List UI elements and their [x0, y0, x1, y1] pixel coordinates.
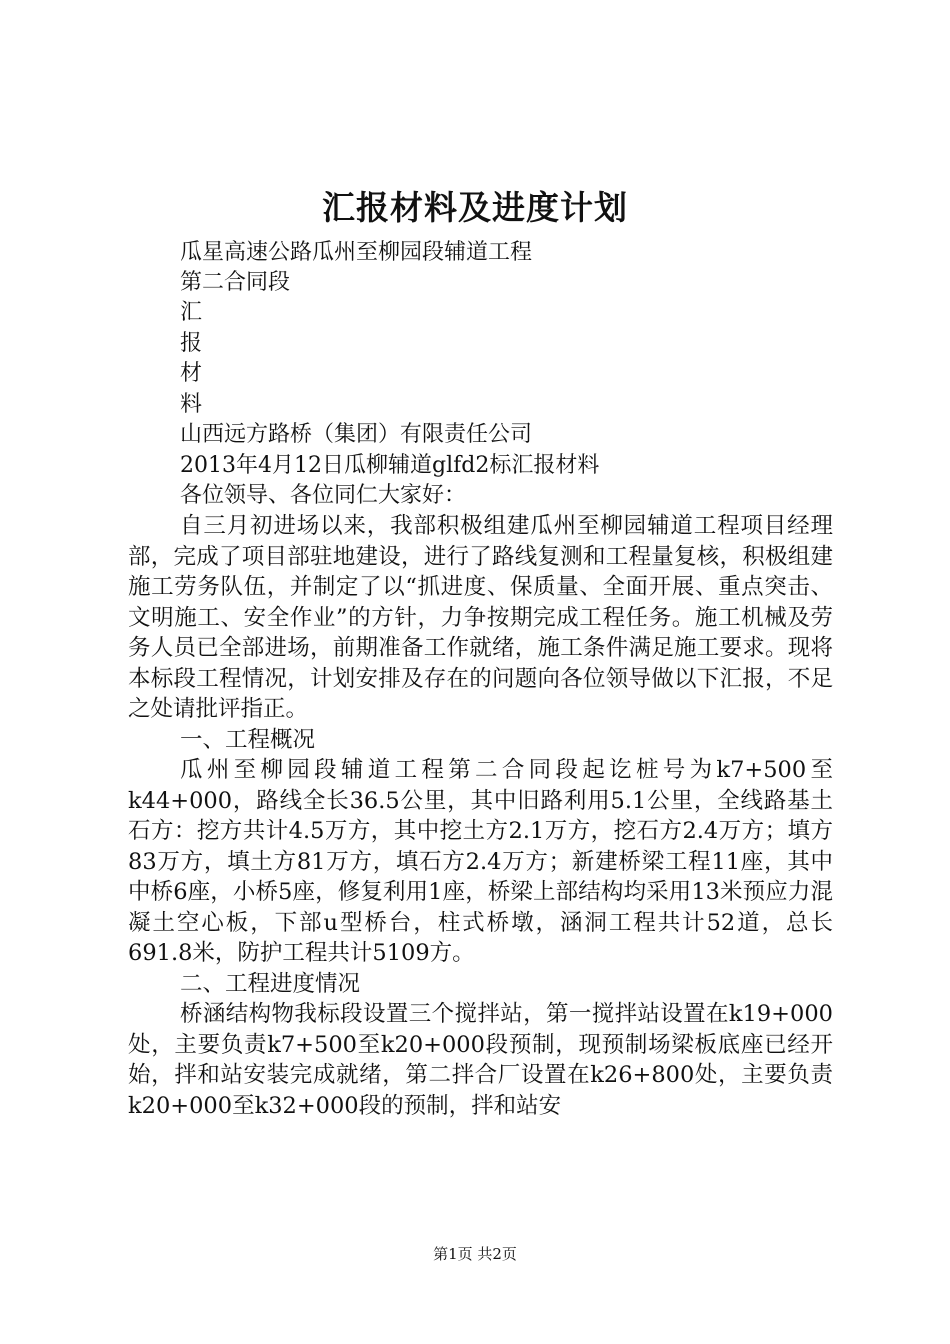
- intro-paragraph: 自三月初进场以来，我部积极组建瓜州至柳园辅道工程项目经理部，完成了项目部驻地建设，进行了路线复测和工程量复核，积极组建施工劳务队伍，并制定了以“抓进度、保质量、全面开展、重点突击、文明施工、安全作业”的方针，力争按期完成工程任务。施工机械及劳务人员已全部进场，前期准备工作就绪，施工条件满足施工要求。现将本标段工程情况，计划安排及存在的问题向各位领导做以下汇报，不足之处请批评指正。: [128, 513, 833, 722]
- date-line: 2013年4月12日瓜柳辅道glfd2标汇报材料: [180, 453, 600, 478]
- document-body: [128, 511, 833, 1121]
- project-name: 瓜星高速公路瓜州至柳园段辅道工程: [180, 240, 533, 265]
- overview-paragraph: 瓜州至柳园段辅道工程第二合同段起讫桩号为k7+500至k44+000，路线全长36.5公里，其中旧路利用5.1公里，全线路基土石方：挖方共计4.5万方，其中挖土方2.1万方，挖石方2.4万方；填方83万方，填土方81万方，填石方2.4万方；新建桥梁工程11座，其中中桥6座，小桥5座，修复利用1座，桥梁上部结构均采用13米预应力混凝土空心板，下部u型桥台，柱式桥墩，涵洞工程共计52道，总长691.8米，防护工程共计5109方。: [128, 757, 833, 966]
- report-char-1: 汇: [180, 300, 203, 325]
- page-footer: 第1页 共2页: [433, 1245, 517, 1263]
- company-name: 山西远方路桥（集团）有限责任公司: [180, 422, 533, 447]
- document-title: 汇报材料及进度计划: [322, 188, 628, 227]
- report-char-2: 报: [180, 331, 203, 356]
- report-char-4: 料: [180, 392, 203, 417]
- section-heading-progress: 二、工程进度情况: [180, 970, 361, 997]
- section-heading-overview: 一、工程概况: [180, 726, 316, 753]
- report-char-3: 材: [180, 361, 203, 386]
- greeting: 各位领导、各位同仁大家好：: [180, 483, 467, 508]
- progress-paragraph: 桥涵结构物我标段设置三个搅拌站，第一搅拌站设置在k19+000处，主要负责k7+500至k20+000段预制，现预制场梁板底座已经开始，拌和站安装完成就绪，第二拌合厂设置在k26+800处，主要负责k20+000至k32+000段的预制，拌和站安: [128, 1001, 833, 1119]
- contract-section: 第二合同段: [180, 270, 291, 295]
